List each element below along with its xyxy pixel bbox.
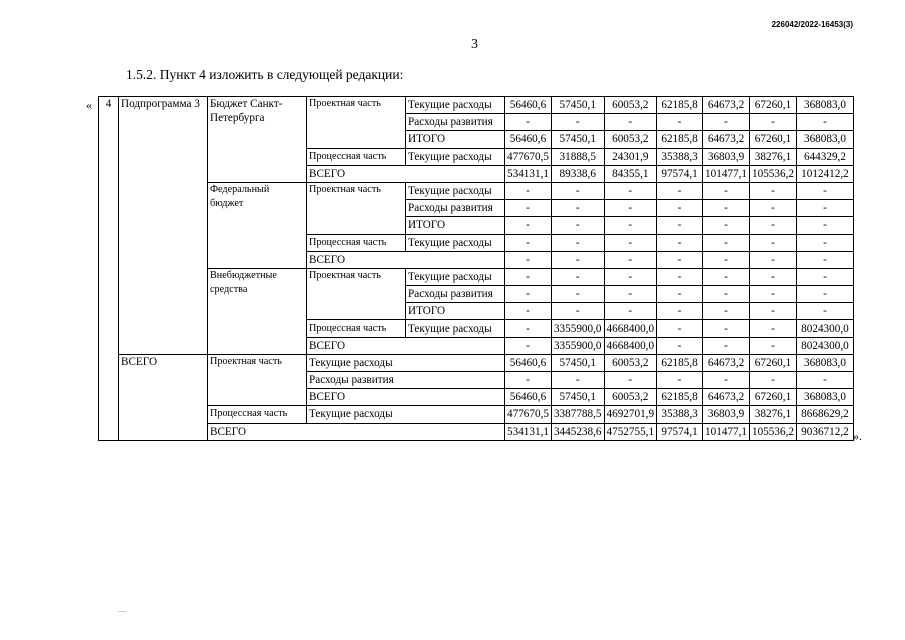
table-row xyxy=(99,182,854,199)
value-cell: 67260,1 xyxy=(750,389,797,406)
value-cell: - xyxy=(551,182,604,199)
value-cell: 4752755,1 xyxy=(604,423,657,440)
value-cell: - xyxy=(750,286,797,303)
value-cell: - xyxy=(703,234,750,251)
value-cell: - xyxy=(750,217,797,234)
development-expenses-cell: Расходы развития xyxy=(307,372,505,389)
value-cell: - xyxy=(657,320,703,337)
value-cell: - xyxy=(551,200,604,217)
value-cell: 57450,1 xyxy=(551,389,604,406)
value-cell: - xyxy=(657,200,703,217)
section-heading: 1.5.2. Пункт 4 изложить в следующей редакции: xyxy=(126,67,404,82)
value-cell: - xyxy=(750,182,797,199)
value-cell: - xyxy=(505,268,552,285)
value-cell: 57450,1 xyxy=(551,97,604,114)
project-part-cell: Проектная часть xyxy=(307,97,406,149)
value-cell: - xyxy=(657,268,703,285)
value-cell: - xyxy=(657,286,703,303)
total-value-cell: 368083,0 xyxy=(796,131,853,148)
value-cell: - xyxy=(703,337,750,354)
program-name-cell: Подпрограмма 3 xyxy=(119,97,208,355)
value-cell: 97574,1 xyxy=(657,423,703,440)
value-cell: - xyxy=(505,234,552,251)
scan-mark xyxy=(118,611,126,612)
value-cell: 105536,2 xyxy=(750,165,797,182)
value-cell: 57450,1 xyxy=(551,131,604,148)
value-cell: - xyxy=(505,372,552,389)
value-cell: - xyxy=(604,114,657,131)
value-cell: - xyxy=(505,182,552,199)
value-cell: 62185,8 xyxy=(657,97,703,114)
value-cell: 67260,1 xyxy=(750,97,797,114)
value-cell: - xyxy=(551,286,604,303)
current-expenses-cell: Текущие расходы xyxy=(406,234,505,251)
value-cell: - xyxy=(657,372,703,389)
value-cell: 60053,2 xyxy=(604,354,657,371)
vsego-cell: ВСЕГО xyxy=(307,389,505,406)
value-cell: - xyxy=(750,372,797,389)
process-part-cell: Процессная часть xyxy=(307,234,406,251)
process-part-cell: Процессная часть xyxy=(208,406,307,423)
table-row xyxy=(99,354,854,371)
current-expenses-cell: Текущие расходы xyxy=(406,268,505,285)
process-part-cell: Процессная часть xyxy=(307,320,406,337)
itogo-cell: ИТОГО xyxy=(406,131,505,148)
value-cell: 67260,1 xyxy=(750,354,797,371)
table-row xyxy=(99,423,854,440)
value-cell: - xyxy=(604,268,657,285)
total-value-cell: - xyxy=(796,251,853,268)
value-cell: - xyxy=(703,182,750,199)
value-cell: - xyxy=(657,337,703,354)
total-value-cell: - xyxy=(796,182,853,199)
value-cell: 36803,9 xyxy=(703,148,750,165)
value-cell: 64673,2 xyxy=(703,131,750,148)
value-cell: - xyxy=(505,200,552,217)
value-cell: 3445238,6 xyxy=(551,423,604,440)
value-cell: - xyxy=(750,200,797,217)
budget-extrabudgetary-cell: Внебюджетные средства xyxy=(208,268,307,354)
total-value-cell: - xyxy=(796,303,853,320)
value-cell: - xyxy=(551,217,604,234)
value-cell: 3355900,0 xyxy=(551,320,604,337)
value-cell: 105536,2 xyxy=(750,423,797,440)
value-cell: - xyxy=(505,320,552,337)
value-cell: - xyxy=(703,217,750,234)
document-registration-number: 226042/2022-16453(3) xyxy=(771,20,853,29)
total-value-cell: - xyxy=(796,234,853,251)
total-value-cell: - xyxy=(796,268,853,285)
total-value-cell: - xyxy=(796,200,853,217)
total-value-cell: - xyxy=(796,372,853,389)
value-cell: - xyxy=(657,234,703,251)
table-row xyxy=(99,406,854,423)
row-number-cell: 4 xyxy=(99,97,119,441)
value-cell: - xyxy=(703,268,750,285)
current-expenses-cell: Текущие расходы xyxy=(406,148,505,165)
value-cell: 62185,8 xyxy=(657,354,703,371)
value-cell: 56460,6 xyxy=(505,97,552,114)
value-cell: - xyxy=(703,114,750,131)
budget-table xyxy=(98,96,854,441)
project-part-cell: Проектная часть xyxy=(208,354,307,406)
value-cell: - xyxy=(657,217,703,234)
value-cell: - xyxy=(505,303,552,320)
value-cell: 3355900,0 xyxy=(551,337,604,354)
value-cell: - xyxy=(604,217,657,234)
value-cell: - xyxy=(750,320,797,337)
value-cell: - xyxy=(551,114,604,131)
value-cell: - xyxy=(551,251,604,268)
current-expenses-cell: Текущие расходы xyxy=(406,97,505,114)
value-cell: - xyxy=(551,303,604,320)
current-expenses-cell: Текущие расходы xyxy=(307,406,505,423)
value-cell: - xyxy=(657,182,703,199)
itogo-cell: ИТОГО xyxy=(406,303,505,320)
current-expenses-cell: Текущие расходы xyxy=(406,320,505,337)
value-cell: 534131,1 xyxy=(505,423,552,440)
total-value-cell: 368083,0 xyxy=(796,389,853,406)
value-cell: 477670,5 xyxy=(505,148,552,165)
vsego-cell: ВСЕГО xyxy=(307,165,505,182)
page-number: 3 xyxy=(471,37,478,52)
total-value-cell: 9036712,2 xyxy=(796,423,853,440)
value-cell: - xyxy=(703,286,750,303)
value-cell: - xyxy=(657,114,703,131)
total-value-cell: 8668629,2 xyxy=(796,406,853,423)
vsego-cell: ВСЕГО xyxy=(307,251,505,268)
value-cell: 56460,6 xyxy=(505,389,552,406)
value-cell: 36803,9 xyxy=(703,406,750,423)
value-cell: 4692701,9 xyxy=(604,406,657,423)
value-cell: 534131,1 xyxy=(505,165,552,182)
vsego-cell: ВСЕГО xyxy=(208,423,505,440)
value-cell: 38276,1 xyxy=(750,148,797,165)
value-cell: 477670,5 xyxy=(505,406,552,423)
value-cell: - xyxy=(657,251,703,268)
value-cell: 62185,8 xyxy=(657,131,703,148)
development-expenses-cell: Расходы развития xyxy=(406,200,505,217)
value-cell: 64673,2 xyxy=(703,97,750,114)
value-cell: - xyxy=(750,251,797,268)
value-cell: - xyxy=(551,234,604,251)
value-cell: - xyxy=(750,337,797,354)
total-value-cell: 8024300,0 xyxy=(796,320,853,337)
value-cell: - xyxy=(505,286,552,303)
vsego-cell: ВСЕГО xyxy=(307,337,505,354)
total-value-cell: 8024300,0 xyxy=(796,337,853,354)
value-cell: 62185,8 xyxy=(657,389,703,406)
value-cell: - xyxy=(551,372,604,389)
value-cell: - xyxy=(505,217,552,234)
total-value-cell: - xyxy=(796,217,853,234)
development-expenses-cell: Расходы развития xyxy=(406,286,505,303)
value-cell: - xyxy=(604,251,657,268)
value-cell: 89338,6 xyxy=(551,165,604,182)
value-cell: - xyxy=(750,303,797,320)
itogo-cell: ИТОГО xyxy=(406,217,505,234)
total-value-cell: - xyxy=(796,286,853,303)
value-cell: - xyxy=(657,303,703,320)
value-cell: - xyxy=(604,182,657,199)
value-cell: 67260,1 xyxy=(750,131,797,148)
opening-quote: « xyxy=(86,98,92,112)
total-label-cell: ВСЕГО xyxy=(119,354,208,440)
value-cell: 84355,1 xyxy=(604,165,657,182)
value-cell: 35388,3 xyxy=(657,148,703,165)
value-cell: 101477,1 xyxy=(703,423,750,440)
value-cell: - xyxy=(551,268,604,285)
value-cell: 57450,1 xyxy=(551,354,604,371)
value-cell: 97574,1 xyxy=(657,165,703,182)
total-value-cell: 368083,0 xyxy=(796,354,853,371)
value-cell: - xyxy=(703,200,750,217)
closing-quote: ». xyxy=(853,429,862,443)
value-cell: - xyxy=(604,234,657,251)
table-row xyxy=(99,268,854,285)
total-value-cell: 368083,0 xyxy=(796,97,853,114)
value-cell: - xyxy=(505,337,552,354)
value-cell: - xyxy=(703,372,750,389)
value-cell: 64673,2 xyxy=(703,354,750,371)
value-cell: - xyxy=(750,234,797,251)
value-cell: 56460,6 xyxy=(505,131,552,148)
value-cell: 60053,2 xyxy=(604,97,657,114)
budget-federal-cell: Федеральный бюджет xyxy=(208,182,307,268)
value-cell: 101477,1 xyxy=(703,165,750,182)
value-cell: - xyxy=(604,286,657,303)
value-cell: - xyxy=(703,303,750,320)
value-cell: 4668400,0 xyxy=(604,337,657,354)
value-cell: 4668400,0 xyxy=(604,320,657,337)
total-value-cell: 644329,2 xyxy=(796,148,853,165)
value-cell: - xyxy=(505,114,552,131)
value-cell: - xyxy=(505,251,552,268)
current-expenses-cell: Текущие расходы xyxy=(307,354,505,371)
value-cell: - xyxy=(604,200,657,217)
total-value-cell: 1012412,2 xyxy=(796,165,853,182)
current-expenses-cell: Текущие расходы xyxy=(406,182,505,199)
value-cell: 3387788,5 xyxy=(551,406,604,423)
value-cell: 56460,6 xyxy=(505,354,552,371)
value-cell: 64673,2 xyxy=(703,389,750,406)
budget-spb-cell: Бюджет Санкт-Петербурга xyxy=(208,97,307,183)
value-cell: - xyxy=(750,114,797,131)
process-part-cell: Процессная часть xyxy=(307,148,406,165)
value-cell: - xyxy=(604,372,657,389)
development-expenses-cell: Расходы развития xyxy=(406,114,505,131)
table-row xyxy=(99,97,854,114)
project-part-cell: Проектная часть xyxy=(307,182,406,234)
value-cell: 60053,2 xyxy=(604,131,657,148)
value-cell: 31888,5 xyxy=(551,148,604,165)
value-cell: 38276,1 xyxy=(750,406,797,423)
value-cell: 24301,9 xyxy=(604,148,657,165)
value-cell: - xyxy=(703,320,750,337)
value-cell: - xyxy=(703,251,750,268)
value-cell: 60053,2 xyxy=(604,389,657,406)
value-cell: - xyxy=(604,303,657,320)
value-cell: 35388,3 xyxy=(657,406,703,423)
value-cell: - xyxy=(750,268,797,285)
project-part-cell: Проектная часть xyxy=(307,268,406,320)
total-value-cell: - xyxy=(796,114,853,131)
